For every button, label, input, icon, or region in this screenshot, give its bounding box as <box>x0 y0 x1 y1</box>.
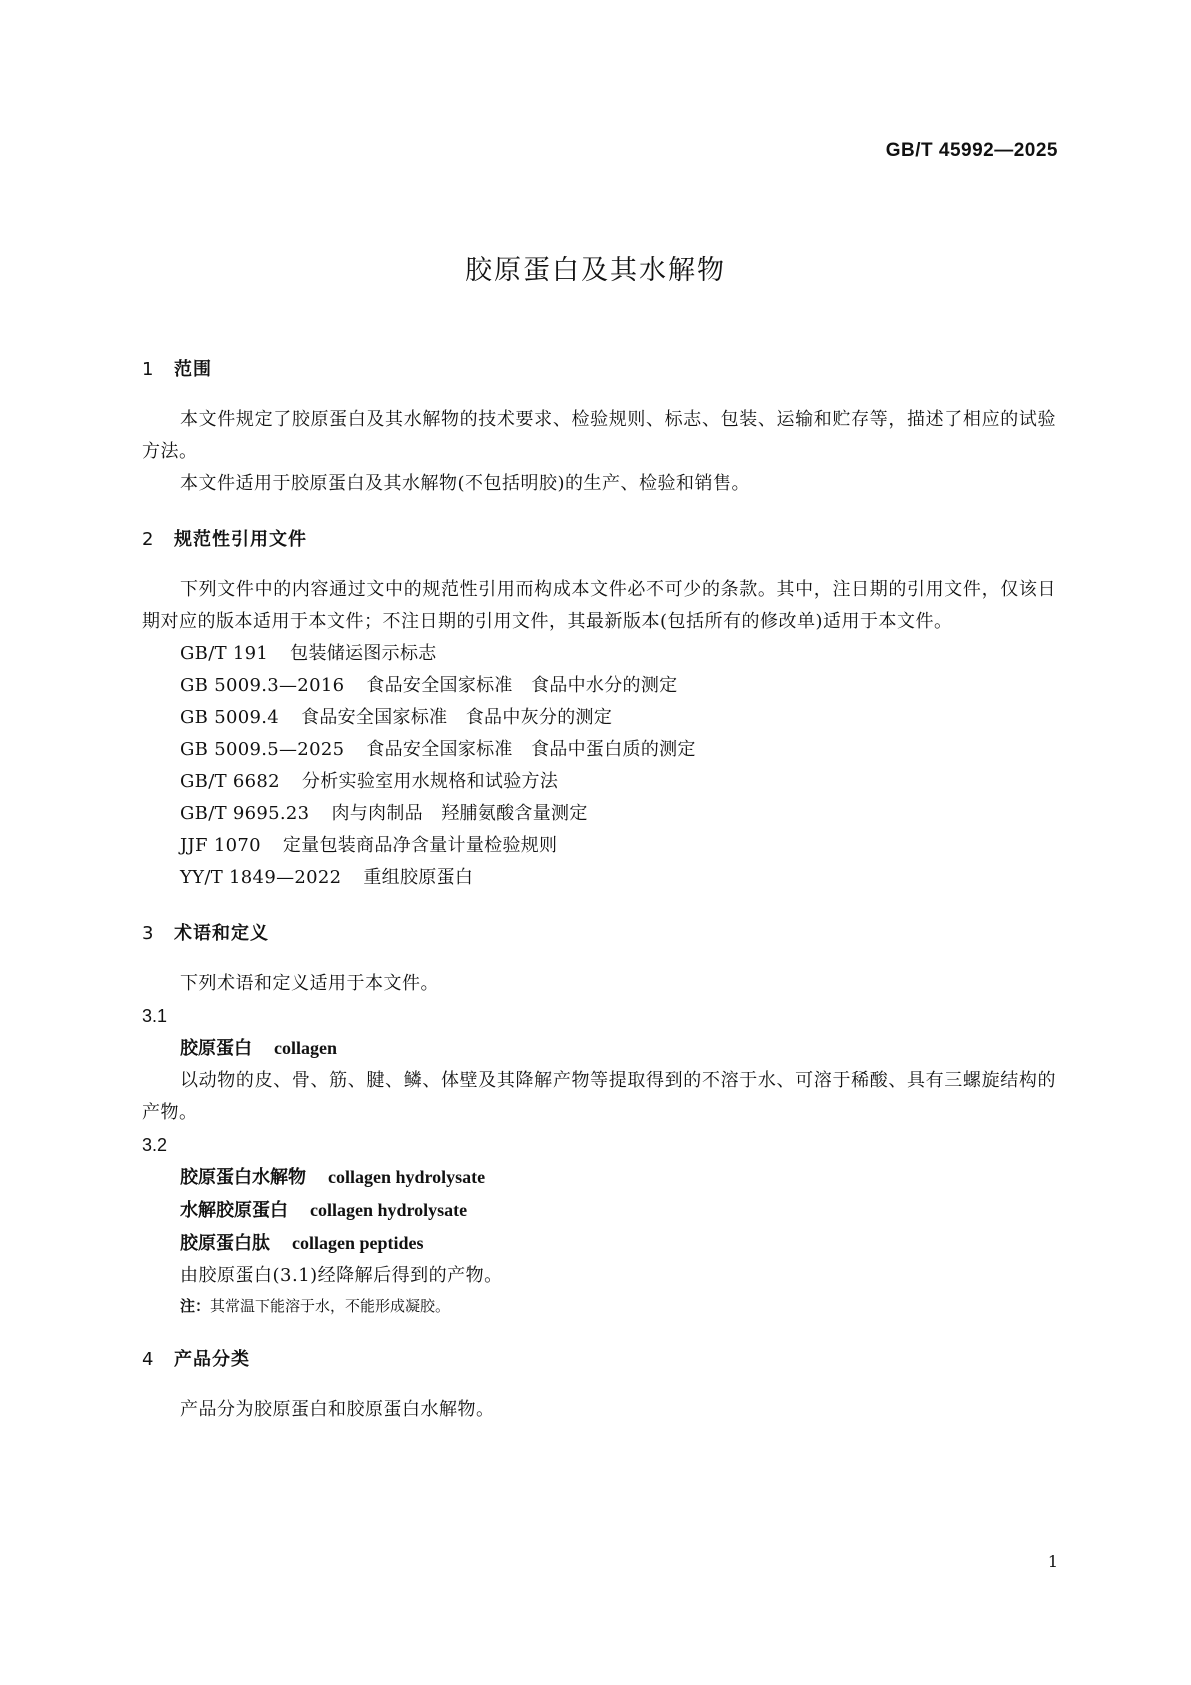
section-1-paragraph-2: 本文件适用于胶原蛋白及其水解物(不包括明胶)的生产、检验和销售。 <box>180 473 751 494</box>
term-definition: 以动物的皮、骨、筋、腱、鳞、体壁及其降解产物等提取得到的不溶于水、可溶于稀酸、具有三螺旋结构的产物。 <box>142 1070 1056 1123</box>
document-body <box>142 358 1056 1426</box>
section-title: 术语和定义 <box>174 923 269 944</box>
reference-title: 食品安全国家标准 食品中灰分的测定 <box>301 707 613 728</box>
reference-item <box>142 830 1056 862</box>
section-4-heading <box>142 1348 1056 1372</box>
reference-title: 重组胶原蛋白 <box>363 867 474 888</box>
note-label: 注： <box>180 1297 211 1315</box>
section-number: 3 <box>142 923 155 944</box>
term-name-en: collagen <box>274 1038 337 1058</box>
note-text: 其常温下能溶于水，不能形成凝胶。 <box>210 1297 451 1315</box>
term-name-en: collagen hydrolysate <box>310 1200 468 1220</box>
section-2-heading <box>142 528 1056 552</box>
term-name <box>142 1194 1056 1227</box>
reference-title: 包装储运图示标志 <box>290 643 437 664</box>
reference-code: GB/T 191 <box>180 643 269 664</box>
reference-code: GB/T 9695.23 <box>180 803 310 824</box>
reference-code: GB 5009.4 <box>180 707 280 728</box>
reference-item <box>142 862 1056 894</box>
reference-title: 分析实验室用水规格和试验方法 <box>301 771 559 792</box>
term-name-zh: 胶原蛋白肽 <box>180 1233 270 1254</box>
term-name <box>142 1032 1056 1065</box>
reference-title: 肉与肉制品 羟脯氨酸含量测定 <box>331 803 588 824</box>
reference-item <box>142 798 1056 830</box>
page-number: 1 <box>1047 1552 1058 1571</box>
reference-item <box>142 638 1056 670</box>
section-3-intro: 下列术语和定义适用于本文件。 <box>180 973 439 994</box>
section-number: 2 <box>142 529 155 550</box>
section-3-heading <box>142 922 1056 946</box>
reference-item <box>142 702 1056 734</box>
term-name-zh: 胶原蛋白水解物 <box>180 1167 306 1188</box>
section-number: 1 <box>142 359 155 380</box>
reference-title: 食品安全国家标准 食品中水分的测定 <box>366 675 678 696</box>
term-number: 3.1 <box>142 1006 168 1026</box>
reference-code: GB/T 6682 <box>180 771 280 792</box>
reference-title: 定量包装商品净含量计量检验规则 <box>282 835 558 856</box>
reference-item <box>142 734 1056 766</box>
reference-item <box>142 670 1056 702</box>
standard-code: GB/T 45992—2025 <box>885 140 1058 161</box>
reference-title: 食品安全国家标准 食品中蛋白质的测定 <box>366 739 696 760</box>
term-name-zh: 胶原蛋白 <box>180 1038 252 1059</box>
section-2-intro: 下列文件中的内容通过文中的规范性引用而构成本文件必不可少的条款。其中，注日期的引用文件，仅该日期对应的版本适用于本文件；不注日期的引用文件，其最新版本(包括所有的修改单)适用于本文件。 <box>142 579 1056 632</box>
term-name-en: collagen hydrolysate <box>328 1167 486 1187</box>
reference-item <box>142 766 1056 798</box>
section-title: 规范性引用文件 <box>174 529 307 550</box>
section-4-paragraph: 产品分为胶原蛋白和胶原蛋白水解物。 <box>180 1399 495 1420</box>
term-number: 3.2 <box>142 1135 168 1155</box>
term-name-zh: 水解胶原蛋白 <box>180 1200 288 1221</box>
term-name-en: collagen peptides <box>292 1233 424 1253</box>
term-name <box>142 1227 1056 1260</box>
reference-code: JJF 1070 <box>180 835 261 856</box>
reference-code: YY/T 1849—2022 <box>180 867 342 888</box>
reference-code: GB 5009.3—2016 <box>180 675 345 696</box>
document-title: 胶原蛋白及其水解物 <box>465 255 726 286</box>
section-1-paragraph-1: 本文件规定了胶原蛋白及其水解物的技术要求、检验规则、标志、包装、运输和贮存等，描述了相应的试验方法。 <box>142 409 1056 462</box>
section-title: 产品分类 <box>174 1349 250 1370</box>
section-1-heading <box>142 358 1056 382</box>
section-title: 范围 <box>174 359 212 380</box>
section-number: 4 <box>142 1349 155 1370</box>
term-note <box>142 1292 1056 1320</box>
term-definition: 由胶原蛋白(3.1)经降解后得到的产物。 <box>180 1265 503 1286</box>
term-name <box>142 1161 1056 1194</box>
reference-code: GB 5009.5—2025 <box>180 739 345 760</box>
